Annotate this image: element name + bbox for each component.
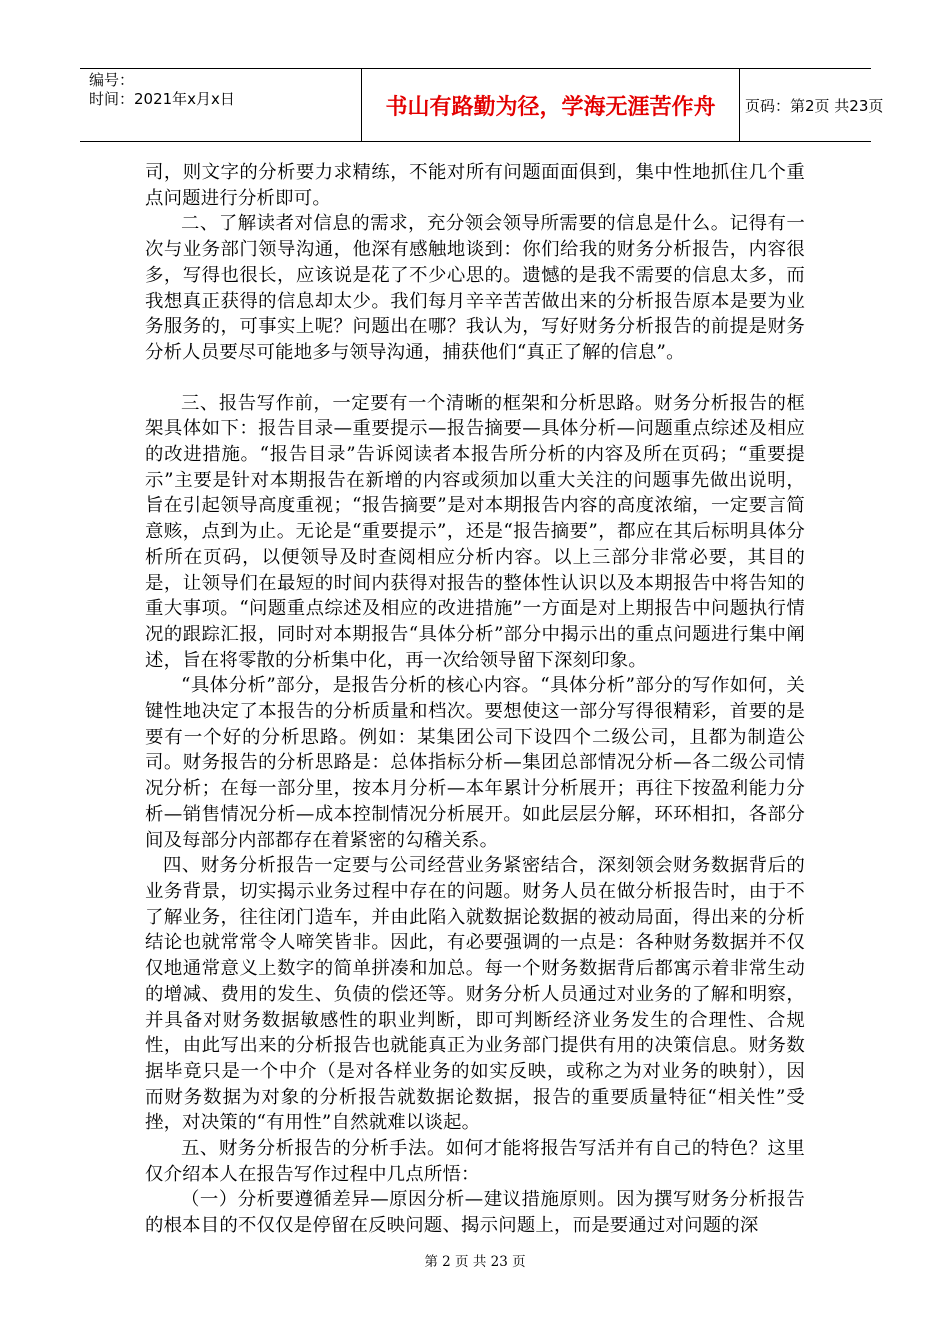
header-meta (89, 71, 289, 109)
paragraph-specific-analysis: “具体分析”部分，是报告分析的核心内容。“具体分析”部分的写作如何，关键性地决定了本报告的分析质量和档次。要想使这一部分写得很精彩，首要的是要有一个好的分析思路。例如：某集团公司下设四个二级公司，且都为制造公司。财务报告的分析思路是：总体指标分析—集团总部情况分析—各二级公司情况分析；在每一部分里，按本月分析—本年累计分析展开；再往下按盈利能力分析—销售情况分析—成本控制情况分析展开。如此层层分解，环环相扣，各部分间及每部分内部都存在着紧密的勾稽关系。 (145, 675, 805, 851)
paragraph-continuation: 司，则文字的分析要力求精练，不能对所有问题面面俱到，集中性地抓住几个重点问题进行分析即可。 (145, 162, 805, 209)
paragraph-section-4: 四、财务分析报告一定要与公司经营业务紧密结合，深刻领会财务数据背后的业务背景，切实揭示业务过程中存在的问题。财务人员在做分析报告时，由于不了解业务，往往闭门造车，并由此陷入就数据论数据的被动局面，得出来的分析结论也就常常令人啼笑皆非。因此，有必要强调的一点是：各种财务数据并不仅仅地通常意义上数字的简单拼凑和加总。每一个财务数据背后都寓示着非常生动的增减、费用的发生、负债的偿还等。财务分析人员通过对业务的了解和明察，并具备对财务数据敏感性的职业判断，即可判断经济业务发生的合理性、合规性，由此写出来的分析报告也就能真正为业务部门提供有用的决策信息。财务数据毕竟只是一个中介（是对各样业务的如实反映，或称之为对业务的映射），因而财务数据为对象的分析报告就数据论数据，报告的重要质量特征“相关性”受挫，对决策的“有用性”自然就难以谈起。 (145, 855, 805, 1134)
document-body (145, 160, 805, 1239)
paragraph-section-2: 二、了解读者对信息的需求，充分领会领导所需要的信息是什么。记得有一次与业务部门领导沟通，他深有感触地谈到：你们给我的财务分析报告，内容很多，写得也很长，应该说是花了不少心思的。遗憾的是我不需要的信息太多，而我想真正获得的信息却太少。我们每月辛辛苦苦做出来的分析报告原本是要为业务服务的，可事实上呢？问题出在哪？我认为，写好财务分析报告的前提是财务分析人员要尽可能地多与领导沟通，捕获他们“真正了解的信息”。 (145, 213, 805, 363)
document-number-label: 编号： (89, 71, 135, 89)
paragraph-gap (145, 366, 805, 391)
paragraph-section-5: 五、财务分析报告的分析手法。如何才能将报告写活并有自己的特色？这里仅介绍本人在报告写作过程中几点所悟： (145, 1138, 805, 1185)
header-page-info: 页码：第2页 共23页 (745, 96, 884, 115)
paragraph-section-3: 三、报告写作前，一定要有一个清晰的框架和分析思路。财务分析报告的框架具体如下：报告目录—重要提示—报告摘要—具体分析—问题重点综述及相应的改进措施。“报告目录”告诉阅读者本报告所分析的内容及所在页码；“重要提示”主要是针对本期报告在新增的内容或须加以重大关注的问题事先做出说明，旨在引起领导高度重视；“报告摘要”是对本期报告内容的高度浓缩，一定要言简意赅，点到为止。无论是“重要提示”，还是“报告摘要”，都应在其后标明具体分析所在页码，以便领导及时查阅相应分析内容。以上三部分非常必要，其目的是，让领导们在最短的时间内获得对报告的整体性认识以及本期报告中将告知的重大事项。“问题重点综述及相应的改进措施”一方面是对上期报告中问题执行情况的跟踪汇报，同时对本期报告“具体分析”部分中揭示出的重点问题进行集中阐述，旨在将零散的分析集中化，再一次给领导留下深刻印象。 (145, 392, 805, 671)
page-footer: 第 2 页 共 23 页 (424, 1254, 526, 1270)
header-motto: 书山有路勤为径，学海无涯苦作舟 (361, 69, 740, 141)
document-time-label: 时间：2021年x月x日 (89, 90, 235, 108)
paragraph-subsection-1: （一）分析要遵循差异—原因分析—建议措施原则。因为撰写财务分析报告的根本目的不仅仅是停留在反映问题、揭示问题上，而是要通过对问题的深 (145, 1189, 805, 1237)
page-header (80, 68, 884, 142)
